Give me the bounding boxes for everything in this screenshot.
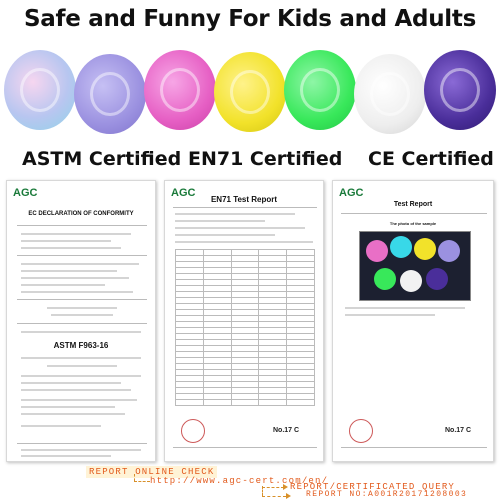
sample-photo	[359, 231, 471, 301]
agc-logo: AGC	[171, 187, 196, 199]
test-results-table	[175, 249, 315, 406]
photo-caption: The photo of the sample	[389, 221, 437, 226]
table-cell	[259, 400, 287, 406]
table-cell	[231, 400, 259, 406]
slime-blob-lavender	[74, 54, 146, 134]
ec-declaration-document	[6, 180, 156, 462]
agc-seal	[181, 419, 205, 443]
doc2-title: EN71 Test Report	[210, 195, 278, 204]
astm-certified-label: ASTM Certified	[22, 148, 182, 170]
table-cell	[176, 400, 204, 406]
astm-standard-label: ASTM F963-16	[53, 341, 109, 350]
slime-products-row	[0, 46, 500, 138]
slime-blob-pastel	[4, 50, 76, 130]
arrow-icon	[286, 493, 291, 499]
en71-certified-label: EN71 Certified	[188, 148, 343, 170]
agc-logo: AGC	[13, 187, 38, 199]
slime-blob-purple	[424, 50, 496, 130]
doc2-stamp: No.17 C	[273, 427, 300, 434]
slime-blob-pink	[144, 50, 216, 130]
doc1-title: EC DECLARATION OF CONFORMITY	[28, 211, 134, 217]
table-cell	[203, 400, 231, 406]
agc-logo: AGC	[339, 187, 364, 199]
doc3-stamp: No.17 C	[445, 427, 472, 434]
headline: Safe and Funny For Kids and Adults	[24, 6, 476, 32]
agc-seal	[349, 419, 373, 443]
slime-blob-white	[354, 54, 426, 134]
ce-certified-label: CE Certified	[368, 148, 494, 170]
ce-test-report-document	[332, 180, 494, 462]
table-row	[176, 400, 315, 406]
slime-blob-yellow	[214, 52, 286, 132]
agc-cert-url-link[interactable]: http://www.agc-cert.com/en/	[150, 476, 329, 486]
certification-labels	[0, 148, 500, 176]
certificated-query-label: REPORT/CERTIFICATED QUERY	[290, 482, 456, 492]
report-online-check-label: REPORT ONLINE CHECK	[86, 466, 217, 478]
doc3-title: Test Report	[393, 201, 433, 208]
en71-test-report-document	[164, 180, 324, 462]
report-number-label: REPORT NO:A001R20171208003	[306, 490, 468, 499]
slime-blob-green	[284, 50, 356, 130]
table-cell	[287, 400, 315, 406]
